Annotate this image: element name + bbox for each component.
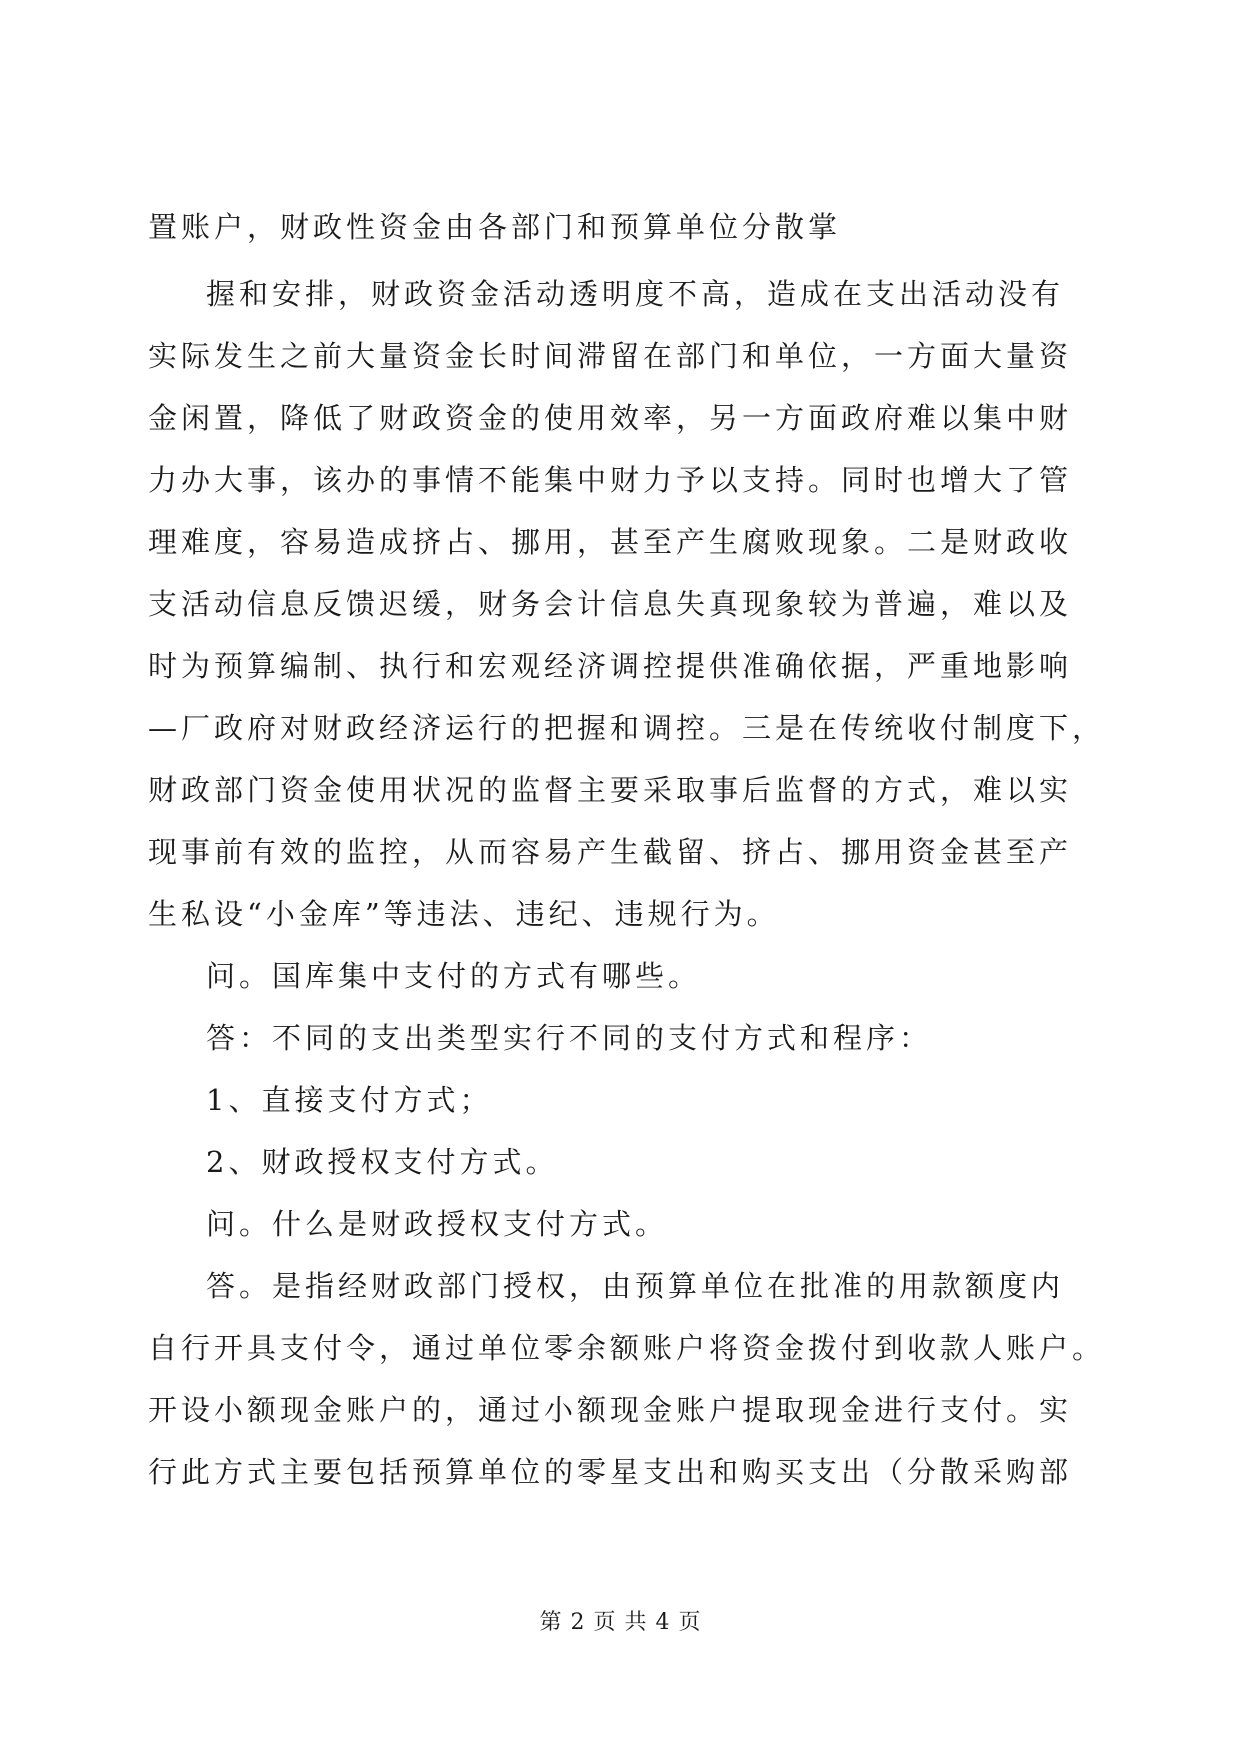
list-item: 1、直接支付方式； <box>206 1083 493 1117</box>
page-number-footer: 第 2 页 共 4 页 <box>539 1610 702 1635</box>
text-line: 财政部门资金使用状况的监督主要采取事后监督的方式，难以实 <box>148 773 1073 807</box>
list-item: 2、财政授权支付方式。 <box>206 1145 559 1179</box>
text-line: 置账户，财政性资金由各部门和预算单位分散掌 <box>148 210 842 244</box>
text-line: 自行开具支付令，通过单位零余额账户将资金拨付到收款人账户。 <box>148 1331 1106 1365</box>
answer-line: 答。是指经财政部门授权，由预算单位在批准的用款额度内 <box>206 1269 1065 1303</box>
question-line: 问。国库集中支付的方式有哪些。 <box>206 959 702 993</box>
answer-line: 答：不同的支出类型实行不同的支付方式和程序： <box>206 1021 933 1055</box>
text-line: 支活动信息反馈迟缓，财务会计信息失真现象较为普遍，难以及 <box>148 587 1073 621</box>
text-line: 金闲置，降低了财政资金的使用效率，另一方面政府难以集中财 <box>148 401 1073 435</box>
question-line: 问。什么是财政授权支付方式。 <box>206 1207 669 1241</box>
text-line: 时为预算编制、执行和宏观经济调控提供准确依据，严重地影响 <box>148 649 1073 683</box>
text-line: —厂政府对财政经济运行的把握和调控。三是在传统收付制度下， <box>148 711 1106 745</box>
text-line: 行此方式主要包括预算单位的零星支出和购买支出（分散采购部 <box>148 1455 1073 1489</box>
text-line: 开设小额现金账户的，通过小额现金账户提取现金进行支付。实 <box>148 1393 1073 1427</box>
text-line: 理难度，容易造成挤占、挪用，甚至产生腐败现象。二是财政收 <box>148 525 1073 559</box>
text-line: 力办大事，该办的事情不能集中财力予以支持。同时也增大了管 <box>148 463 1073 497</box>
text-line: 生私设“小金库”等违法、违纪、违规行为。 <box>148 897 780 931</box>
text-line: 握和安排，财政资金活动透明度不高，造成在支出活动没有 <box>206 277 1065 311</box>
text-line: 现事前有效的监控，从而容易产生截留、挤占、挪用资金甚至产 <box>148 835 1073 869</box>
text-line: 实际发生之前大量资金长时间滞留在部门和单位，一方面大量资 <box>148 339 1073 373</box>
